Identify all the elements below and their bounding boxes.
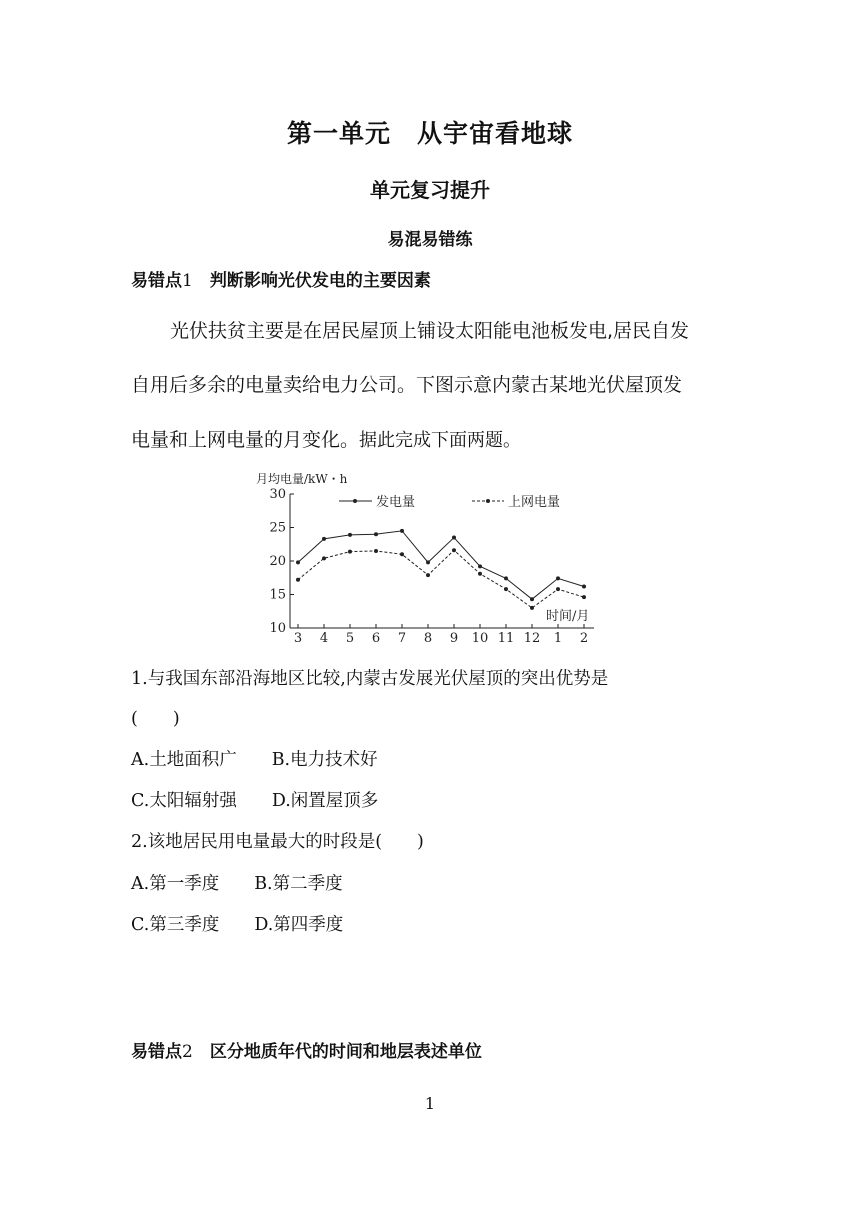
data-point <box>504 587 508 591</box>
question-1-answer-bracket: ( ) <box>131 709 180 729</box>
data-point <box>556 576 560 580</box>
x-tick-label: 12 <box>523 631 541 646</box>
question-2-stem: 2.该地居民用电量最大的时段是( ) <box>131 832 424 852</box>
power-line-chart <box>254 470 604 650</box>
legend-label-generation: 发电量 <box>376 495 416 510</box>
y-tick-label: 20 <box>269 554 286 569</box>
x-tick-label: 11 <box>497 631 515 646</box>
intro-line-2: 自用后多余的电量卖给电力公司。下图示意内蒙古某地光伏屋顶发 <box>131 374 683 396</box>
data-point <box>556 587 560 591</box>
data-point <box>426 573 430 577</box>
data-point <box>348 533 352 537</box>
data-point <box>452 536 456 540</box>
data-point <box>296 578 300 582</box>
y-tick-label: 30 <box>269 487 286 502</box>
data-point <box>322 537 326 541</box>
error-point-1-heading <box>131 266 431 291</box>
intro-line-1: 光伏扶贫主要是在居民屋顶上铺设太阳能电池板发电,居民自发 <box>170 320 690 342</box>
x-axis-label: 时间/月 <box>546 609 590 624</box>
x-tick-label: 7 <box>397 631 407 646</box>
error-point-number: 1 <box>182 271 193 291</box>
data-point <box>582 584 586 588</box>
data-point <box>374 532 378 536</box>
data-point <box>296 560 300 564</box>
question-1-options-ab: A.土地面积广 B.电力技术好 <box>131 750 378 770</box>
data-point <box>478 564 482 568</box>
x-tick-label: 2 <box>579 631 589 646</box>
error-point-label: 易错点 <box>131 271 182 291</box>
question-1-stem: 1.与我国东部沿海地区比较,内蒙古发展光伏屋顶的突出优势是 <box>131 669 609 689</box>
data-point <box>400 552 404 556</box>
x-tick-label: 6 <box>371 631 381 646</box>
x-tick-label: 3 <box>293 631 303 646</box>
legend-label-grid: 上网电量 <box>508 495 561 510</box>
review-subtitle: 单元复习提升 <box>370 178 490 202</box>
x-tick-label: 8 <box>423 631 433 646</box>
data-point <box>400 529 404 533</box>
data-point <box>530 606 534 610</box>
y-axis-label: 月均电量/kW・h <box>256 472 348 486</box>
data-point <box>322 556 326 560</box>
y-tick-label: 25 <box>269 520 286 536</box>
section-heading: 易混易错练 <box>387 230 473 250</box>
unit-title: 第一单元 从宇宙看地球 <box>286 119 573 148</box>
data-point <box>478 572 482 576</box>
x-tick-label: 10 <box>471 631 489 646</box>
data-point <box>504 576 508 580</box>
intro-line-3-main: 电量和上网电量的月变化。 <box>131 429 360 451</box>
data-point <box>374 549 378 553</box>
question-2-options-cd: C.第三季度 D.第四季度 <box>131 915 344 935</box>
series-line-2 <box>298 550 584 608</box>
y-tick-label: 10 <box>269 621 286 636</box>
legend-marker-dashed <box>486 499 490 503</box>
data-point <box>426 560 430 564</box>
intro-line-3 <box>131 425 521 452</box>
data-point <box>530 597 534 601</box>
error-point-text: 判断影响光伏发电的主要因素 <box>209 271 431 291</box>
legend-marker-solid <box>353 499 357 503</box>
x-tick-label: 4 <box>319 631 329 646</box>
page-number: 1 <box>424 1094 436 1113</box>
data-point <box>582 595 586 599</box>
error-point-number: 2 <box>182 1042 193 1062</box>
x-tick-label: 9 <box>449 631 459 646</box>
data-point <box>452 548 456 552</box>
x-tick-label: 1 <box>553 631 563 646</box>
error-point-label: 易错点 <box>131 1042 182 1062</box>
y-tick-label: 15 <box>269 587 286 603</box>
question-1-options-cd: C.太阳辐射强 D.闲置屋顶多 <box>131 791 379 811</box>
chart-legend <box>339 494 560 510</box>
intro-line-3-tail: 据此完成下面两题。 <box>359 430 522 451</box>
question-2-options-ab: A.第一季度 B.第二季度 <box>131 874 343 894</box>
error-point-text: 区分地质年代的时间和地层表述单位 <box>209 1042 482 1062</box>
error-point-2-heading <box>131 1037 482 1062</box>
data-point <box>348 550 352 554</box>
series-line-1 <box>298 531 584 599</box>
x-tick-label: 5 <box>345 631 355 646</box>
